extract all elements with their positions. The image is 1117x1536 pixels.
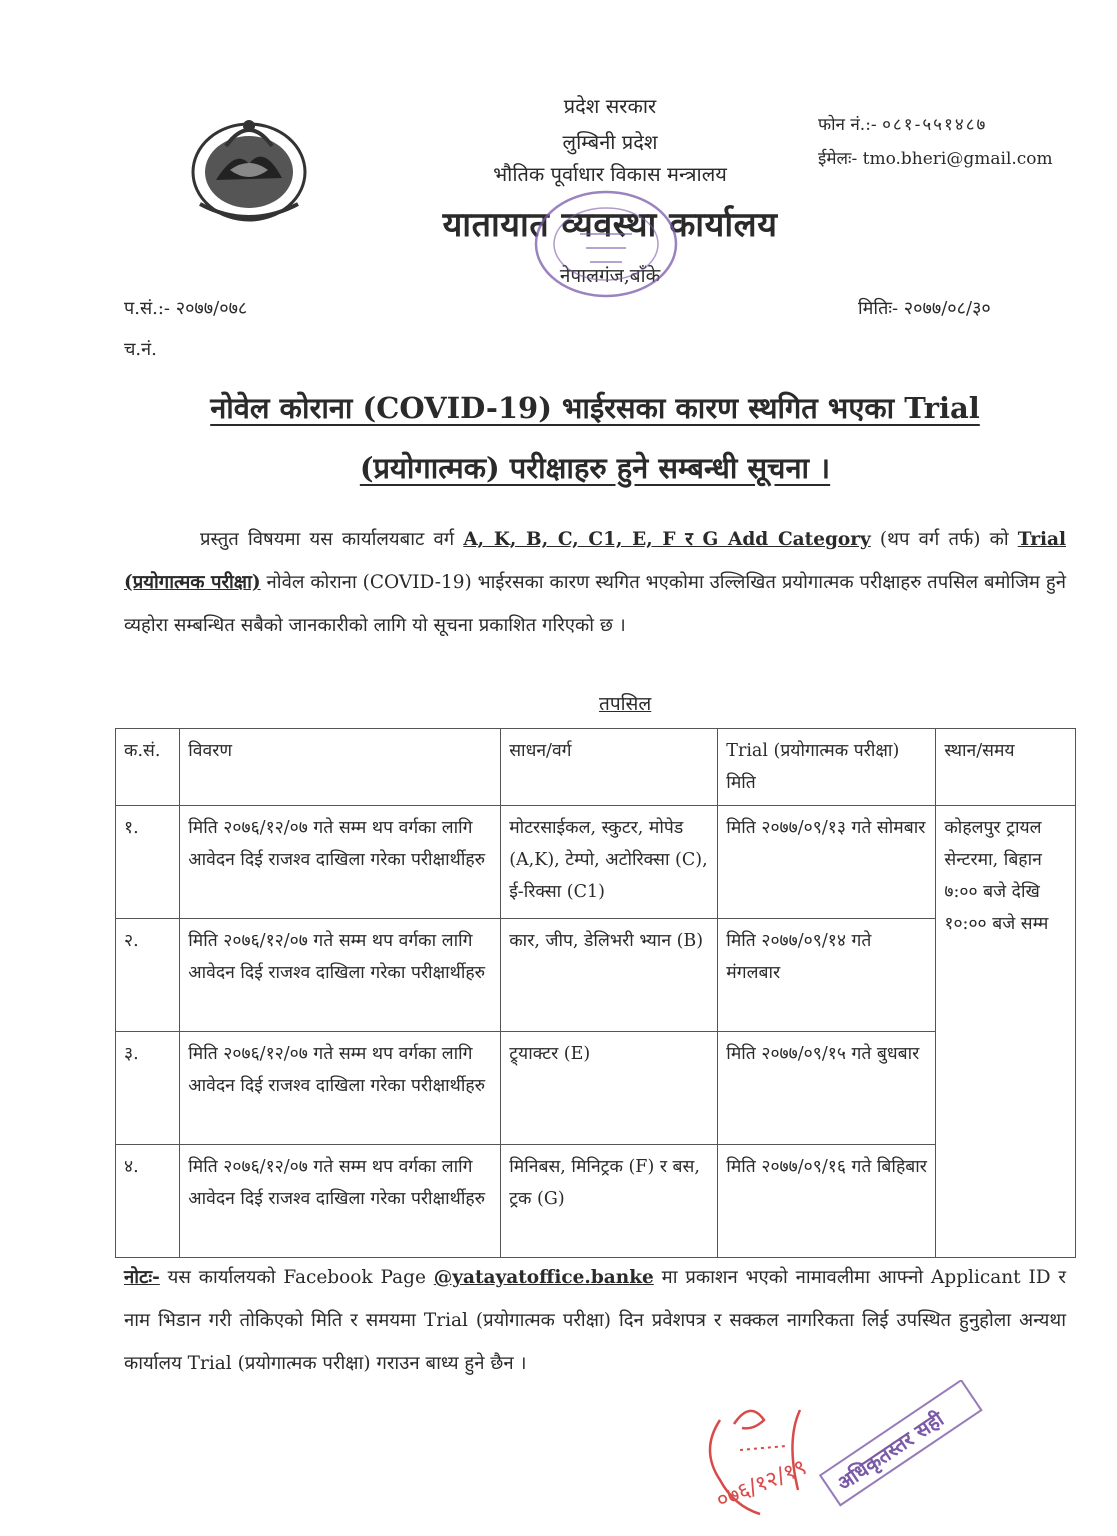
table-caption: तपसिल	[599, 693, 652, 715]
facebook-page-link[interactable]: @yatayatoffice.banke	[433, 1267, 654, 1288]
row-description: मिति २०७६/१२/०७ गते सम्म थप वर्गका लागि आवेदन दिई राजश्व दाखिला गरेका परीक्षार्थीहरु	[180, 919, 501, 1032]
note-paragraph	[124, 1256, 1066, 1385]
header-line-government: प्रदेश सरकार	[563, 94, 657, 118]
notice-title-line2	[110, 448, 1080, 487]
schedule-table	[115, 728, 1076, 1258]
table-row	[116, 1032, 1076, 1145]
email-label: ईमेलः-	[818, 149, 858, 169]
header-trial-date: Trial (प्रयोगात्मक परीक्षा) मिति	[718, 729, 936, 806]
row-sn: ३.	[116, 1032, 180, 1145]
row-description: मिति २०७६/१२/०७ गते सम्म थप वर्गका लागि आवेदन दिई राजश्व दाखिला गरेका परीक्षार्थीहरु	[180, 1145, 501, 1258]
row-trial-date: मिति २०७७/०९/१४ गते मंगलबार	[718, 919, 936, 1032]
note-end: मा प्रकाशन भएको नामावलीमा आफ्नो Applicant ID र नाम भिडान गरी तोकिएको मिति र समयमा Trial (प्रयोगात्मक परीक्षा) दिन प्रवेशपत्र र सक्कल नागरिकता लिई उपस्थित हुनुहोला अन्यथा कार्यालय Trial (प्रयोगात्मक परीक्षा) गराउन बाध्य हुने छैन ।	[124, 1267, 1067, 1374]
office-name: यातायात व्यवस्था कार्यालय	[442, 205, 778, 245]
notice-paragraph	[124, 518, 1066, 647]
header-place-time: स्थान/समय	[936, 729, 1076, 806]
table-header-row	[116, 729, 1076, 806]
office-location: नेपालगंज,बाँके	[559, 265, 661, 287]
phone-number: ०८१-५५१४८७	[882, 115, 988, 135]
row-vehicle: मोटरसाईकल, स्कुटर, मोपेड (A,K), टेम्पो, अटोरिक्सा (C), ई-रिक्सा (C1)	[501, 806, 718, 919]
email-line	[818, 146, 1053, 169]
nepal-emblem-icon	[186, 108, 312, 226]
header-vehicle: साधन/वर्ग	[501, 729, 718, 806]
note-label: नोटः-	[124, 1267, 160, 1288]
row-vehicle: कार, जीप, डेलिभरी भ्यान (B)	[501, 919, 718, 1032]
row-vehicle: ट्र्याक्टर (E)	[501, 1032, 718, 1145]
row-sn: २.	[116, 919, 180, 1032]
note-start: यस कार्यालयको Facebook Page	[159, 1267, 434, 1288]
row-vehicle: मिनिबस, मिनिट्रक (F) र बस, ट्रक (G)	[501, 1145, 718, 1258]
header-line-province: लुम्बिनी प्रदेश	[562, 130, 658, 154]
header-sn: क.सं.	[116, 729, 180, 806]
row-trial-date: मिति २०७७/०९/१५ गते बुधबार	[718, 1032, 936, 1145]
email-address: tmo.bheri@gmail.com	[862, 149, 1053, 169]
phone-label: फोन नं.:-	[818, 115, 877, 135]
reference-number: प.सं.:- २०७७/०७८	[124, 298, 248, 319]
signature-date-text: ०७६/१२/१९	[712, 1454, 811, 1514]
signature-stamp-icon	[690, 1380, 990, 1520]
header-line-ministry: भौतिक पूर्वाधार विकास मन्त्रालय	[493, 162, 727, 186]
para-end: नोवेल कोराना (COVID-19) भाईरसका कारण स्थगित भएकोमा उल्लिखित प्रयोगात्मक परीक्षाहरु तपसिल बमोजिम हुने व्यहोरा सम्बन्धित सबैको जानकारीको लागि यो सूचना प्रकाशित गरिएको छ ।	[124, 572, 1066, 636]
place-time-cell: कोहलपुर ट्रायल सेन्टरमा, बिहान ७:०० बजे देखि १०:०० बजे सम्म	[936, 806, 1076, 1258]
notice-title-text2: (प्रयोगात्मक) परीक्षाहरु हुने सम्बन्धी सूचना ।	[359, 451, 831, 485]
signature-stamp-text: अधिकृतस्तर सही	[832, 1406, 948, 1496]
row-description: मिति २०७६/१२/०७ गते सम्म थप वर्गका लागि आवेदन दिई राजश्व दाखिला गरेका परीक्षार्थीहरु	[180, 806, 501, 919]
table-row	[116, 806, 1076, 919]
row-sn: ४.	[116, 1145, 180, 1258]
table-row	[116, 1145, 1076, 1258]
table-row	[116, 919, 1076, 1032]
row-description: मिति २०७६/१२/०७ गते सम्म थप वर्गका लागि आवेदन दिई राजश्व दाखिला गरेका परीक्षार्थीहरु	[180, 1032, 501, 1145]
para-trial: Trial (प्रयोगात्मक परीक्षा)	[124, 529, 1066, 593]
office-stamp-icon	[520, 178, 690, 308]
dispatch-number: च.नं.	[124, 339, 157, 360]
row-sn: १.	[116, 806, 180, 919]
phone-line	[818, 112, 987, 135]
row-trial-date: मिति २०७७/०९/१६ गते बिहिबार	[718, 1145, 936, 1258]
para-mid: (थप वर्ग तर्फ) को	[870, 529, 1018, 550]
para-start: प्रस्तुत विषयमा यस कार्यालयबाट वर्ग	[200, 529, 464, 550]
row-trial-date: मिति २०७७/०९/१३ गते सोमबार	[718, 806, 936, 919]
header-description: विवरण	[180, 729, 501, 806]
para-categories: A, K, B, C, C1, E, F र G Add Category	[463, 529, 871, 550]
notice-title-line1	[110, 388, 1080, 427]
letter-date: मितिः- २०७७/०८/३०	[858, 298, 991, 319]
notice-title-text1: नोवेल कोराना (COVID-19) भाईरसका कारण स्थगित भएका Trial	[210, 391, 980, 425]
